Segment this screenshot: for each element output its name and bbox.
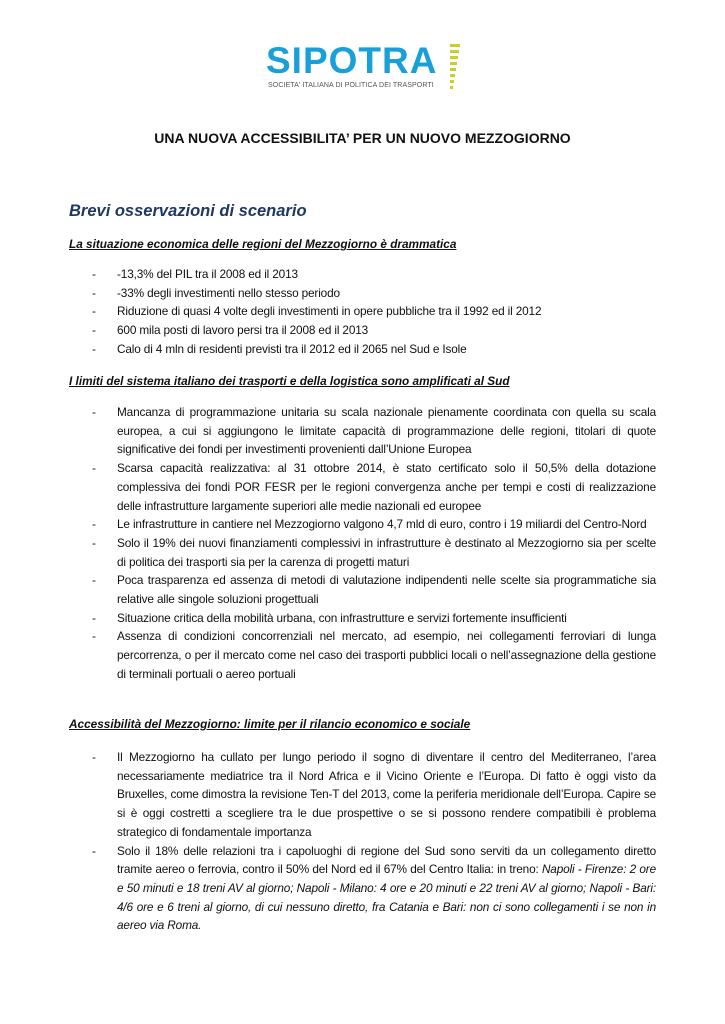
item-text: Assenza di condizioni concorrenziali nel mercato, ad esempio, nei collegamenti ferroviari di lunga percorrenza, o per il mercato come nel caso dei trasporti pubblici locali o nell’assegnazione della gestione di terminali portuali o aereo portuali <box>117 629 656 681</box>
item-text: 600 mila posti di lavoro persi tra il 2008 ed il 2013 <box>117 323 369 338</box>
economic-situation-list <box>69 265 656 359</box>
document-title: UNA NUOVA ACCESSIBILITA’ PER UN NUOVO MEZZOGIORNO <box>154 130 571 146</box>
item-text: Riduzione di quasi 4 volte degli investimenti in opere pubbliche tra il 1992 ed il 2012 <box>117 304 542 319</box>
list-item: - Il Mezzogiorno ha cullato per lungo periodo il sogno di diventare il centro del Mediterraneo, l’area necessariamente mediatrice tra il Nord Africa e il Vicino Oriente e l’Europa. Di fatto è oggi visto da Bruxelles, come dimostra la revisione Ten-T del 2013, come la periferia meridionale dell’Europa. Capire se si è oggi costretti a scegliere tra le due prospettive o se si possono rendere compatibili è problema strategico di fondamentale importanza <box>92 750 656 839</box>
item-text: Solo il 18% delle relazioni tra i capoluoghi di regione del Sud sono serviti da un collegamento diretto tramite aereo o ferrovia, contro il 50% del Nord ed il 67% del Centro Italia: in treno: <box>117 843 656 877</box>
item-text: Poca trasparenza ed assenza di metodi di valutazione indipendenti nelle scelte sia programmatiche sia relative alle singole soluzioni progettuali <box>117 573 656 607</box>
list-item: - Scarsa capacità realizzativa: al 31 ottobre 2014, è stato certificato solo il 50,5% della dotazione complessiva dei fondi POR FESR per le regioni convergenza anche per tempi e costi di realizzazione delle infrastrutture largamente superiori alle medie nazionali ed europee <box>92 461 656 513</box>
list-item: - 600 mila posti di lavoro persi tra il 2008 ed il 2013 <box>92 323 369 338</box>
sipotra-logo <box>266 42 466 94</box>
logo-stripes-icon <box>450 44 460 92</box>
section-heading: Brevi osservazioni di scenario <box>69 202 307 220</box>
subheading-economic-situation: La situazione economica delle regioni del Mezzogiorno è drammatica <box>69 237 457 251</box>
item-text: Il Mezzogiorno ha cullato per lungo periodo il sogno di diventare il centro del Mediterraneo, l’area necessariamente mediatrice tra il Nord Africa e il Vicino Oriente e l’Europa. Di fatto è oggi visto da Bruxelles, come dimostra la revisione Ten-T del 2013, come la periferia meridionale dell’Europa. Capire se si è oggi costretti a scegliere tra le due prospettive o se si possono rendere compatibili è problema strategico di fondamentale importanza <box>117 750 656 839</box>
list-item: - Solo il 18% delle relazioni tra i capoluoghi di regione del Sud sono serviti da un collegamento diretto tramite aereo o ferrovia, contro il 50% del Nord ed il 67% del Centro Italia: in treno: Napoli - Firenze: 2 ore e 50 minuti e 18 treni AV al giorno; Napoli - Milano: 4 ore e 20 minuti e 22 treni AV al giorno; Napoli - Bari: 4/6 ore e 6 treni al giorno, di cui nessuno diretto, fra Catania e Bari: non ci sono collegamenti i se non in aereo via Roma. <box>92 843 656 933</box>
accessibility-list <box>69 748 656 935</box>
logo-wordmark: SIPOTRA <box>266 40 438 81</box>
subheading-accessibility: Accessibilità del Mezzogiorno: limite per il rilancio economico e sociale <box>69 717 471 731</box>
list-item: - Assenza di condizioni concorrenziali nel mercato, ad esempio, nei collegamenti ferroviari di lunga percorrenza, o per il mercato come nel caso dei trasporti pubblici locali o nell’assegnazione della gestione di terminali portuali o aereo portuali <box>92 629 656 681</box>
item-text: Solo il 19% dei nuovi finanziamenti complessivi in infrastrutture è destinato al Mezzogiorno sia per scelte di politica dei trasporti sia per la carenza di progetti maturi <box>117 535 656 569</box>
list-item: - Solo il 19% dei nuovi finanziamenti complessivi in infrastrutture è destinato al Mezzogiorno sia per scelte di politica dei trasporti sia per la carenza di progetti maturi <box>92 535 656 569</box>
item-text: Calo di 4 mln di residenti previsti tra il 2012 ed il 2065 nel Sud e Isole <box>117 341 467 356</box>
list-item: - Situazione critica della mobilità urbana, con infrastrutture e servizi fortemente insufficienti <box>92 610 567 625</box>
list-item: - -13,3% del PIL tra il 2008 ed il 2013 <box>92 267 298 281</box>
list-item: - Poca trasparenza ed assenza di metodi di valutazione indipendenti nelle scelte sia programmatiche sia relative alle singole soluzioni progettuali <box>92 573 656 607</box>
item-text: Situazione critica della mobilità urbana, con infrastrutture e servizi fortemente insufficienti <box>117 610 567 625</box>
item-text: Scarsa capacità realizzativa: al 31 ottobre 2014, è stato certificato solo il 50,5% della dotazione complessiva dei fondi POR FESR per le regioni convergenza anche per tempi e costi di realizzazione delle infrastrutture largamente superiori alle medie nazionali ed europee <box>117 461 656 513</box>
logo-tagline: SOCIETA' ITALIANA DI POLITICA DEI TRASPORTI <box>268 82 434 89</box>
transport-limits-list <box>69 403 656 684</box>
item-text-italic: Napoli - Firenze: 2 ore e 50 minuti e 18 treni AV al giorno; Napoli - Milano: 4 ore e 20 minuti e 22 treni AV al giorno; Napoli - Bari: 4/6 ore e 6 treni al giorno, di cui nessuno diretto, fra Catania e Bari: non ci sono collegamenti i se non in aereo via Roma. <box>117 862 656 933</box>
item-text: Mancanza di programmazione unitaria su scala nazionale pienamente coordinata con quella su scala europea, a cui si aggiungono le limitate capacità di programmazione delle regioni, titolari di quote significative dei fondi per investimenti provenienti dall’Unione Europea <box>117 405 656 457</box>
list-item: - -33% degli investimenti nello stesso periodo <box>92 285 340 300</box>
list-item: - Calo di 4 mln di residenti previsti tra il 2012 ed il 2065 nel Sud e Isole <box>92 341 467 356</box>
list-item: - Riduzione di quasi 4 volte degli investimenti in opere pubbliche tra il 1992 ed il 2012 <box>92 304 542 319</box>
subheading-transport-limits: I limiti del sistema italiano dei trasporti e della logistica sono amplificati al Sud <box>69 374 510 388</box>
item-text: -33% degli investimenti nello stesso periodo <box>117 285 340 300</box>
item-text: Le infrastrutture in cantiere nel Mezzogiorno valgono 4,7 mld di euro, contro i 19 miliardi del Centro-Nord <box>117 517 647 532</box>
item-text: -13,3% del PIL tra il 2008 ed il 2013 <box>117 267 298 281</box>
list-item: - Le infrastrutture in cantiere nel Mezzogiorno valgono 4,7 mld di euro, contro i 19 miliardi del Centro-Nord <box>92 517 647 532</box>
list-item: - Mancanza di programmazione unitaria su scala nazionale pienamente coordinata con quella su scala europea, a cui si aggiungono le limitate capacità di programmazione delle regioni, titolari di quote significative dei fondi per investimenti provenienti dall’Unione Europea <box>92 405 656 457</box>
